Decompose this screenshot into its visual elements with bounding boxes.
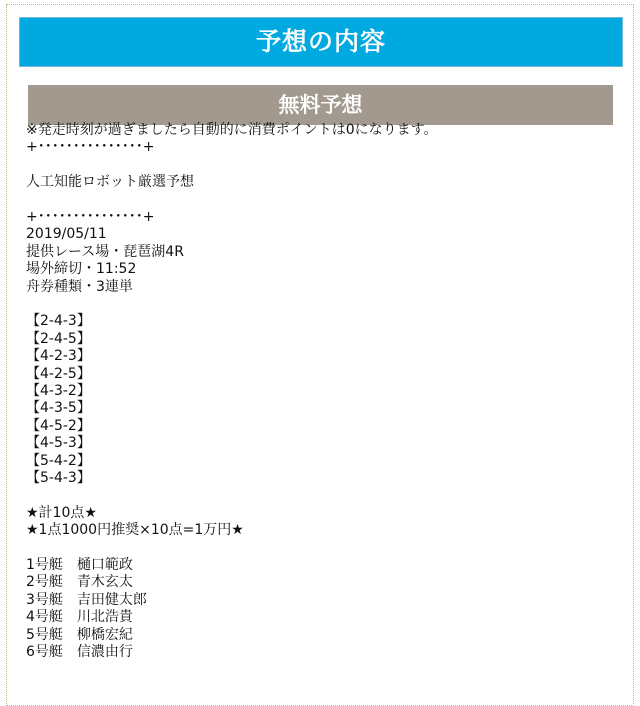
total-points: ★計10点★ — [26, 504, 97, 521]
racer-item: 1号艇 樋口範政 — [26, 557, 133, 574]
plan-name: 人工知能ロボット厳選予想 — [26, 174, 194, 191]
blank-line — [26, 487, 616, 504]
race-date: 2019/05/11 — [26, 226, 107, 243]
racer-item: 5号艇 柳橋宏紀 — [26, 626, 133, 643]
prediction-content — [26, 122, 616, 662]
page-title: 予想の内容 — [19, 17, 623, 67]
section-title: 無料予想 — [28, 85, 613, 125]
race-venue: 提供レース場・琵琶湖4R — [26, 243, 184, 260]
racer-item: 3号艇 吉田健太郎 — [26, 591, 147, 608]
notice-text: ※発走時刻が過ぎましたら自動的に消費ポイントは0になります。 — [26, 122, 438, 138]
separator-line: +･･･････････････+ — [26, 139, 155, 156]
blank-line — [26, 296, 616, 313]
combination-item: 【4-5-3】 — [26, 435, 91, 452]
racer-item: 2号艇 青木玄太 — [26, 574, 133, 591]
ticket-type: 舟券種類・3連単 — [26, 278, 133, 295]
blank-line — [26, 157, 616, 174]
blank-line — [26, 192, 616, 209]
combination-item: 【5-4-2】 — [26, 452, 91, 469]
combination-item: 【4-3-5】 — [26, 400, 91, 417]
recommendation-text: ★1点1000円推奨×10点=1万円★ — [26, 522, 244, 539]
combination-item: 【4-2-5】 — [26, 365, 91, 382]
combination-item: 【2-4-3】 — [26, 313, 91, 330]
combination-item: 【4-2-3】 — [26, 348, 91, 365]
blank-line — [26, 540, 616, 557]
combination-item: 【4-3-2】 — [26, 383, 91, 400]
combination-item: 【5-4-3】 — [26, 470, 91, 487]
combination-item: 【4-5-2】 — [26, 417, 91, 434]
deadline-time: 場外締切・11:52 — [26, 261, 137, 278]
separator-line: +･･･････････････+ — [26, 209, 155, 225]
combination-item: 【2-4-5】 — [26, 330, 91, 347]
racer-item: 6号艇 信濃由行 — [26, 644, 133, 661]
racer-item: 4号艇 川北浩貴 — [26, 609, 133, 626]
